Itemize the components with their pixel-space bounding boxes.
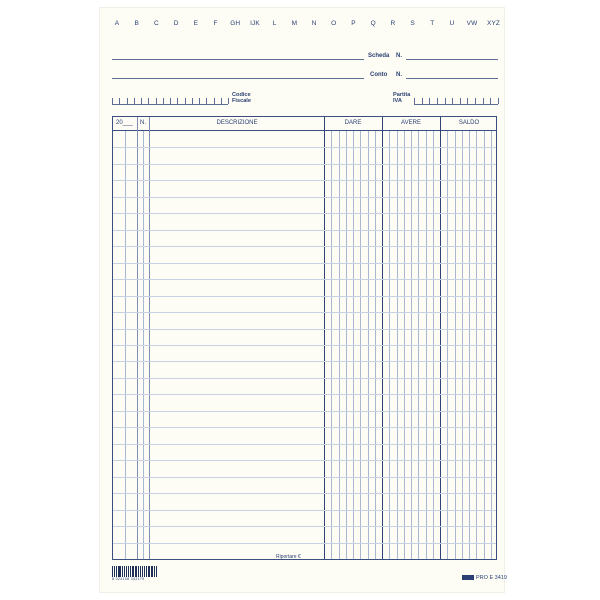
table-row[interactable]	[113, 164, 496, 165]
tick-mark	[452, 98, 453, 104]
alphabet-tab[interactable]: N	[311, 20, 317, 27]
ledger-table	[112, 116, 497, 560]
tick-mark	[467, 98, 468, 104]
codice-fiscale-label	[232, 92, 251, 104]
barcode-image	[112, 563, 158, 577]
tick-mark	[483, 98, 484, 104]
table-row[interactable]	[113, 411, 496, 412]
barcode-bar	[156, 566, 157, 577]
tick-mark	[127, 98, 128, 104]
tick-mark	[498, 98, 499, 104]
codice-label: Codice	[232, 92, 251, 98]
tick-mark	[437, 98, 438, 104]
tick-mark	[119, 98, 120, 104]
barcode-bar	[128, 566, 129, 577]
table-row[interactable]	[113, 312, 496, 313]
alphabet-tab[interactable]: O	[331, 20, 337, 27]
barcode-bar	[122, 566, 123, 577]
alphabet-tab[interactable]: L	[272, 20, 277, 27]
table-row[interactable]	[113, 230, 496, 231]
tick-mark	[192, 98, 193, 104]
barcode-bar	[148, 566, 150, 577]
barcode-bar	[144, 566, 145, 577]
tick-mark	[185, 98, 186, 104]
tick-mark	[148, 98, 149, 104]
table-row[interactable]	[113, 510, 496, 511]
tick-mark	[163, 98, 164, 104]
tick-mark	[199, 98, 200, 104]
barcode-bar	[114, 566, 115, 577]
table-row[interactable]	[113, 296, 496, 297]
tick-mark	[445, 98, 446, 104]
alphabet-tab[interactable]: U	[449, 20, 455, 27]
tick-mark	[414, 98, 415, 104]
alphabet-tab[interactable]: IJK	[250, 20, 260, 27]
alphabet-tab[interactable]: F	[213, 20, 218, 27]
header-description: DESCRIZIONE	[216, 120, 258, 126]
barcode-bar	[112, 566, 113, 577]
table-row[interactable]	[113, 246, 496, 247]
header-year: 20___	[116, 120, 133, 126]
alphabet-tab[interactable]: C	[154, 20, 159, 27]
alphabet-tab[interactable]: VW	[466, 20, 478, 27]
table-row[interactable]	[113, 526, 496, 527]
tick-mark	[177, 98, 178, 104]
barcode-bar	[152, 566, 153, 577]
table-row[interactable]	[113, 361, 496, 362]
tick-mark	[221, 98, 222, 104]
table-row[interactable]	[113, 263, 496, 264]
carry-forward-label: Riportare €	[276, 554, 301, 560]
header-number: N.	[140, 120, 146, 126]
scheda-label: Scheda	[368, 53, 390, 59]
scheda-left-rule	[112, 59, 364, 60]
partita-label: Partita	[393, 92, 411, 98]
conto-left-rule	[112, 78, 364, 79]
table-row[interactable]	[113, 460, 496, 461]
table-row[interactable]	[113, 147, 496, 148]
alphabet-tab[interactable]: D	[173, 20, 179, 27]
tick-mark	[141, 98, 142, 104]
scheda-number-field[interactable]	[406, 59, 498, 60]
table-row[interactable]	[113, 279, 496, 280]
table-row[interactable]	[113, 427, 496, 428]
alphabet-tab[interactable]: Q	[370, 20, 376, 27]
tick-mark	[475, 98, 476, 104]
tick-mark	[170, 98, 171, 104]
brand-code: PRO E 3419	[476, 575, 507, 581]
table-row[interactable]	[113, 329, 496, 330]
conto-n-label: N.	[396, 72, 402, 78]
table-row[interactable]	[113, 543, 496, 544]
tick-mark	[156, 98, 157, 104]
table-row[interactable]	[113, 197, 496, 198]
barcode-bar	[119, 566, 121, 577]
scheda-n-label: N.	[396, 53, 402, 59]
tick-mark	[228, 98, 229, 104]
tick-mark	[112, 98, 113, 104]
tick-mark	[206, 98, 207, 104]
alphabet-tab[interactable]: B	[134, 20, 139, 27]
barcode-bar	[135, 566, 136, 577]
header-avere: AVERE	[401, 120, 421, 126]
table-row[interactable]	[113, 180, 496, 181]
alphabet-tab[interactable]: R	[390, 20, 396, 27]
partita-iva-label	[393, 92, 410, 104]
header-separator	[113, 130, 496, 131]
brand-logo-icon	[462, 575, 474, 580]
table-row[interactable]	[113, 394, 496, 395]
tick-mark	[490, 98, 491, 104]
barcode-bar	[151, 566, 152, 577]
conto-label: Conto	[370, 72, 388, 78]
tick-mark	[460, 98, 461, 104]
alphabet-tab[interactable]: GH	[230, 20, 241, 27]
alphabet-tab[interactable]: P	[351, 20, 356, 27]
barcode-bar	[116, 566, 117, 577]
header-dare: DARE	[344, 120, 362, 126]
barcode-bar	[132, 566, 134, 577]
barcode-bar	[142, 566, 143, 577]
fiscale-label: Fiscale	[232, 98, 251, 104]
barcode-bar	[136, 566, 137, 577]
alphabet-tab[interactable]: E	[193, 20, 199, 27]
alphabet-tab[interactable]: T	[430, 20, 435, 27]
barcode-bar	[138, 566, 139, 577]
barcode-bar	[124, 566, 125, 577]
barcode-bar	[140, 566, 141, 577]
header-saldo: SALDO	[458, 120, 480, 126]
barcode-bar	[130, 566, 131, 577]
table-row[interactable]	[113, 493, 496, 494]
tick-mark	[422, 98, 423, 104]
table-row[interactable]	[113, 345, 496, 346]
barcode-number: 8 024158 343179	[112, 577, 145, 581]
alphabet-tab[interactable]: A	[114, 20, 120, 27]
tick-mark	[429, 98, 430, 104]
alphabet-tab[interactable]: XYZ	[487, 20, 500, 27]
alphabet-tab[interactable]: S	[410, 20, 415, 27]
codice-fiscale-field[interactable]	[112, 94, 228, 105]
alphabet-tab[interactable]: M	[291, 20, 298, 27]
partita-iva-field[interactable]	[414, 94, 498, 105]
table-row[interactable]	[113, 444, 496, 445]
alphabet-index	[112, 20, 500, 27]
barcode-bar	[118, 566, 119, 577]
table-row[interactable]	[113, 213, 496, 214]
table-row[interactable]	[113, 477, 496, 478]
iva-label: IVA	[393, 98, 402, 104]
table-row[interactable]	[113, 378, 496, 379]
tick-mark	[134, 98, 135, 104]
barcode-bar	[146, 566, 147, 577]
barcode-bar	[126, 566, 127, 577]
barcode-bar	[154, 566, 155, 577]
conto-number-field[interactable]	[406, 78, 498, 79]
tick-mark	[214, 98, 215, 104]
brand-mark	[462, 575, 507, 581]
